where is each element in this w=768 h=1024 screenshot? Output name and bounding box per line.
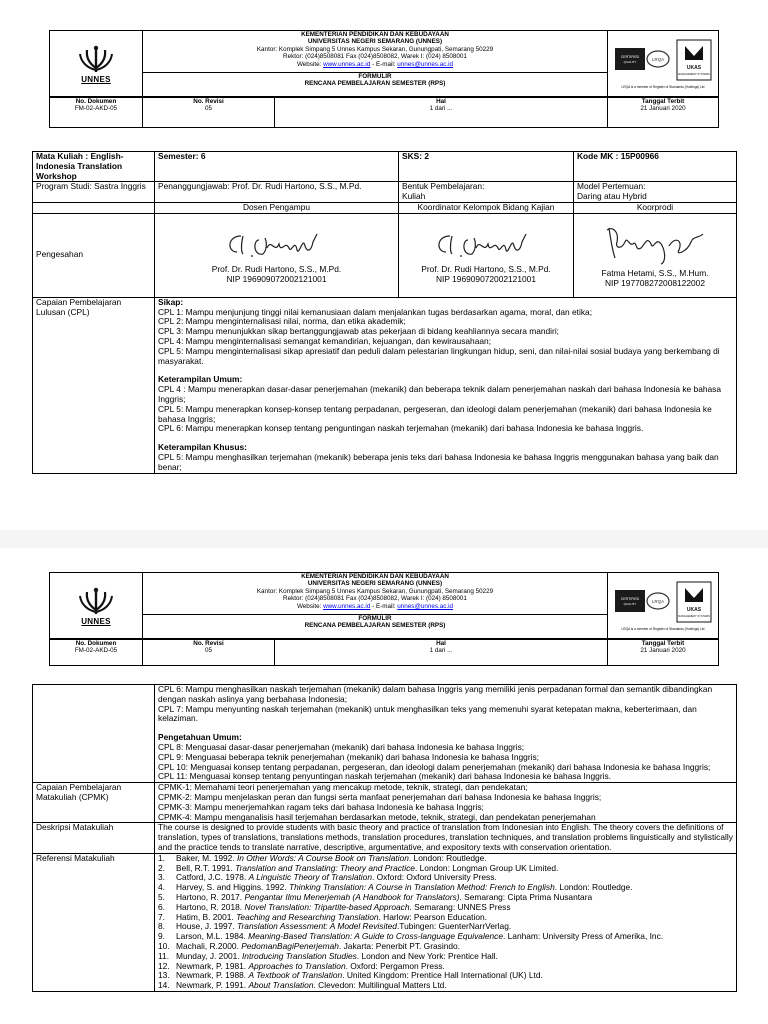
revision-value: 05 [204, 647, 212, 655]
reference-publisher: . Lanham: University Press of Amerika, Inc. [502, 931, 664, 942]
revision-label: No. Revisi [193, 640, 224, 647]
reference-number: 5. [158, 891, 165, 902]
document-page-2 [0, 548, 768, 1024]
reference-title: Meaning-Based Translation: A Guide to Cross-language Equivalence [248, 931, 503, 942]
reference-title: Novel Translation: Tripartite-based Approach [244, 901, 410, 912]
list-item: CPL 8: Menguasai dasar-dasar penerjemahan (mekanik) dari bahasa Indonesia ke bahasa Inggris; [158, 741, 525, 752]
doc-number-label: No. Dokumen [75, 98, 117, 105]
course-sks: SKS: 2 [399, 152, 574, 182]
meeting-model-label: Model Pertemuan: [577, 181, 646, 192]
course-info-row [33, 152, 737, 182]
list-item: CPL 7: Mampu menyunting naskah terjemahan (mekanik) untuk menghasilkan teks yang memenuhi syarat ketepatan makna, keberterimaan, dan kelaziman. [158, 703, 697, 724]
issue-date-label: Tanggal Terbit [641, 98, 685, 105]
reference-item [158, 981, 733, 991]
email-link[interactable]: unnes@unnes.ac.id [397, 60, 454, 68]
cpmk-label: Capaian Pembelajaran Matakuliah (CPMK) [33, 783, 155, 823]
cpl-row [33, 297, 737, 473]
doc-number-value: FM-02-AKD-05 [74, 105, 118, 113]
svg-text:CERTIFIED: CERTIFIED [620, 597, 640, 602]
approval-label: Pengesahan [33, 213, 155, 297]
coordinator-nip: NIP 196909072002121001 [436, 273, 536, 284]
learning-form-label: Bentuk Pembelajaran: [402, 181, 485, 192]
certification-caption: LRQA is a member of Register of Standards (Holdings) Ltd [621, 626, 705, 631]
doc-number-value: FM-02-AKD-05 [74, 647, 118, 655]
svg-text:LRQA: LRQA [651, 57, 665, 63]
list-item: CPL 4: Mampu menginternalisasi semangat kemandirian, kejuangan, dan kewirausahaan; [158, 335, 492, 346]
list-item: CPL 5: Mampu menginternalisasi sikap apresiatif dan peduli dalam pelestarian lingkungan hidup, seni, dan nilai-nilai sosial budaya yang berkembang di masyarakat. [158, 345, 720, 366]
list-item: CPL 3: Mampu menunjukkan sikap bertanggungjawab atas pekerjaan di bidang keahliannya secara mandiri; [158, 326, 560, 337]
rps-table-page-2 [32, 684, 737, 992]
ukas-sub-label: MANAGEMENT SYSTEMS [678, 615, 710, 619]
approval-row [33, 213, 737, 297]
references-label: Referensi Matakuliah [33, 853, 155, 991]
reference-publisher: . Oxford: Oxford University Press. [371, 872, 497, 883]
coordinator-column-header: Koordinator Kelompok Bidang Kajian [399, 202, 574, 213]
form-label: FORMULIR [358, 615, 392, 622]
contact-line [145, 603, 605, 610]
email-label: - E-mail: [370, 602, 398, 610]
email-label: - E-mail: [370, 60, 398, 68]
issue-date-value: 21 Januari 2020 [640, 105, 686, 113]
reference-title: Teaching and Researching Translation [236, 911, 379, 922]
reference-publisher: . Clevedon: Multilingual Matters Ltd. [313, 980, 447, 991]
head-of-program-signature-block [574, 213, 737, 297]
learning-form [399, 182, 574, 203]
references-list [155, 853, 737, 991]
page-label: Hal [436, 640, 446, 647]
sikap-title: Sikap: [158, 296, 184, 307]
reference-number: 7. [158, 911, 165, 922]
reference-author: Hartono, R. 2017. [176, 891, 245, 902]
cpmk-row [33, 783, 737, 823]
description-row [33, 823, 737, 853]
list-item: CPL 10: Menguasai konsep tentang perpadanan, pergeseran, dan ideologi dalam penerjemahan (mekanik) dari bahasa Indonesia ke bahasa Inggris; [158, 761, 711, 772]
email-link[interactable]: unnes@unnes.ac.id [397, 602, 454, 610]
list-item: CPMK-4: Mampu menganalisis hasil terjemahan berdasarkan metode, teknik, strategi, dan pendekatan penerjemahan [158, 811, 596, 822]
document-header [49, 572, 719, 639]
institution-block [143, 31, 608, 73]
reference-title: A Linguistic Theory of Translation [248, 872, 372, 883]
head-of-program-signature-icon [595, 222, 715, 266]
reference-title: Introducing Translation Studies [241, 950, 357, 961]
revision-value: 05 [204, 105, 212, 113]
reference-author: Harvey, S. and Higgins. 1992. [176, 882, 289, 893]
certification-logos [608, 573, 719, 639]
reference-publisher: .Tubingen: GuenterNarrVerlag. [396, 921, 512, 932]
list-item: CPMK-2: Mampu menjelaskan peran dan fungsi serta manfaat penerjemahan dari bahasa Indonesia ke bahasa Inggris; [158, 791, 602, 802]
ukas-label: UKAS [686, 607, 702, 614]
reference-author: Machali, R.2000. [176, 940, 242, 951]
page-value: 1 dari ... [429, 105, 453, 113]
reference-title: Approaches to Translation [248, 960, 346, 971]
issue-date-label: Tanggal Terbit [641, 640, 685, 647]
meeting-model-value: Daring atau Hybrid [577, 191, 647, 202]
reference-author: Larson, M.L. 1984. [176, 931, 249, 942]
contact-line [145, 61, 605, 68]
course-code: Kode MK : 15P00966 [574, 152, 737, 182]
reference-title: Translation and Translating: Theory and Practice [235, 862, 415, 873]
reference-number: 14. [158, 980, 170, 991]
svg-text:CERTIFIED: CERTIFIED [620, 55, 640, 60]
reference-number: 4. [158, 882, 165, 893]
form-title-block [143, 615, 608, 639]
certification-logos [608, 31, 719, 97]
list-item: CPL 5: Mampu menerapkan konsep-konsep tentang perpadanan, pergeseran, dan ideologi dalam penerjemahan (mekanik) dari bahasa Indonesia ke bahasa Inggris; [158, 403, 712, 424]
rps-table-page-1 [32, 151, 737, 474]
coordinator-name: Prof. Dr. Rudi Hartono, S.S., M.Pd. [421, 263, 551, 274]
coordinator-signature-icon [426, 226, 546, 262]
list-item: CPL 9: Menguasai beberapa teknik penerjemahan (mekanik) dari bahasa Indonesia ke bahasa Inggris; [158, 751, 539, 762]
university-logo [50, 31, 143, 97]
university-name: UNIVERSITAS NEGERI SEMARANG (UNNES) [307, 580, 443, 588]
reference-author: Catford, J.C. 1978. [176, 872, 249, 883]
issue-date-value: 21 Januari 2020 [640, 647, 686, 655]
form-name: RENCANA PEMBELAJARAN SEMESTER (RPS) [304, 80, 446, 88]
program-row [33, 182, 737, 203]
ukas-sub-label: MANAGEMENT SYSTEMS [678, 73, 710, 77]
university-logo [50, 573, 143, 639]
reference-number: 6. [158, 901, 165, 912]
certification-caption: LRQA is a member of Register of Standards (Holdings) Ltd [621, 84, 705, 89]
doc-number-label: No. Dokumen [75, 640, 117, 647]
coordinator-signature-block [399, 213, 574, 297]
lecturer-name: Prof. Dr. Rudi Hartono, S.S., M.Pd. [211, 263, 342, 274]
website-link[interactable]: www.unnes.ac.id [323, 602, 371, 610]
reference-publisher: . Jakarta: Penerbit PT. Grasindo. [338, 940, 460, 951]
reference-author: Munday, J. 2001. [176, 950, 242, 961]
reference-title: Thinking Translation: A Course in Translation Method: French to English [288, 882, 555, 893]
list-item: CPL 6: Mampu menghasilkan naskah terjemahan (mekanik) dalam bahasa Inggris yang memiliki jenis perpadanan formal dan semantik dibandingkan dengan naskah aslinya yang berbahasa Indonesia; [158, 684, 713, 704]
course-semester: Semester: 6 [155, 152, 399, 182]
reference-title: PedomanBagiPenerjemah [241, 940, 339, 951]
unnes-emblem-icon [76, 586, 116, 616]
phone-line: Rektor: (024)8508081 Fax (024)8508082, Warek I: (024) 8508001 [283, 595, 467, 603]
address-line: Kantor: Komplek Simpang 5 Unnes Kampus Sekaran, Gunungpati, Semarang 50229 [256, 587, 494, 595]
reference-publisher: . London: Longman Group UK Limited. [414, 862, 559, 873]
svg-text:QUALITY: QUALITY [623, 602, 637, 607]
reference-author: House, J. 1997. [176, 921, 237, 932]
website-link[interactable]: www.unnes.ac.id [323, 60, 371, 68]
page-gap [0, 530, 768, 548]
cpl-continued-row [33, 685, 737, 783]
doc-number-cell [50, 640, 143, 666]
issue-date-cell [608, 640, 719, 666]
certification-badge-icon [613, 580, 713, 624]
cpl-label: Capaian Pembelajaran Lulusan (CPL) [33, 297, 155, 473]
page-number-cell [275, 98, 608, 128]
description-label: Deskripsi Matakuliah [33, 823, 155, 853]
reference-number: 13. [158, 970, 170, 981]
reference-publisher: . London: Routledge. [554, 882, 633, 893]
general-skills-title: Keterampilan Umum: [158, 374, 243, 385]
website-label: Website: [296, 60, 324, 68]
lecturer-nip: NIP 196909072002121001 [226, 273, 327, 284]
page-value: 1 dari ... [429, 647, 453, 655]
head-of-program-nip: NIP 197708272008122002 [605, 277, 705, 288]
reference-author: Baker, M. 1992. [176, 852, 237, 863]
document-header [49, 30, 719, 97]
references-row [33, 853, 737, 991]
cpl-content [155, 297, 737, 473]
logo-text: UNNES [81, 617, 111, 626]
logo-text: UNNES [81, 75, 111, 84]
list-item: CPL 1: Mampu menjunjung tinggi nilai kemanusiaan dalam menjalankan tugas berdasarkan agama, moral, dan etika; [158, 306, 593, 317]
cpl-continued-content [155, 685, 737, 783]
head-of-program-name: Fatma Hetami, S.S., M.Hum. [601, 267, 709, 278]
reference-publisher: . United Kingdom: Prentice Hall International (UK) Ltd. [342, 970, 543, 981]
reference-title: About Translation [248, 980, 314, 991]
lecturer-column-header: Dosen Pengampu [155, 202, 399, 213]
reference-author: Hartono, R. 2018. [176, 901, 245, 912]
reference-number: 10. [158, 940, 170, 951]
certification-badge-icon [613, 38, 713, 82]
svg-text:LRQA: LRQA [651, 599, 665, 605]
lecturer-signature-icon [217, 226, 337, 262]
description-text: The course is designed to provide students with basic theory and practice of translation from Indonesian into English. The theory covers the definitions of translation, types of translations, translations methods, translation procedures, translation techniques, and translation problems linguistically and stylistically and the practice tends to translate narrative, descriptive, argumentative, and expository texts with conservation orientation. [155, 823, 737, 853]
head-of-program-column-header: Koorprodi [574, 202, 737, 213]
reference-author: Newmark, P. 1988. [176, 970, 249, 981]
reference-number: 2. [158, 862, 165, 873]
ministry-name: KEMENTERIAN PENDIDIKAN DAN KEBUDAYAAN [301, 573, 449, 580]
address-line: Kantor: Komplek Simpang 5 Unnes Kampus Sekaran, Gunungpati, Semarang 50229 [256, 45, 494, 53]
reference-title: A Textbook of Translation [248, 970, 343, 981]
reference-number: 11. [158, 950, 170, 961]
list-item: CPL 2: Mampu menginternalisasi nilai, norma, dan etika akademik; [158, 316, 406, 327]
institution-block [143, 573, 608, 615]
list-item: CPL 6: Mampu menerapkan konsep tentang penguntingan naskah terjemahan (mekanik) dari bahasa Indonesia ke bahasa Inggris. [158, 423, 644, 434]
course-name: Mata Kuliah : English-Indonesia Translation Workshop [33, 152, 155, 182]
reference-publisher: . London and New York: Prentice Hall. [356, 950, 498, 961]
specific-skills-title: Keterampilan Khusus: [158, 442, 247, 453]
website-label: Website: [296, 602, 324, 610]
reference-author: Bell, R.T. 1991. [176, 862, 236, 873]
list-item: CPL 4 : Mampu menerapkan dasar-dasar penerjemahan (mekanik) dan beberapa teknik dalam penerjemahan naskah dari bahasa Indonesia ke bahasa Inggris; [158, 384, 722, 404]
reference-number: 3. [158, 872, 165, 883]
reference-author: Newmark, P. 1991. [176, 980, 249, 991]
form-title-block [143, 73, 608, 97]
reference-number: 12. [158, 960, 170, 971]
reference-title: In Other Words: A Course Book on Translation [236, 852, 409, 863]
revision-cell [143, 98, 275, 128]
form-name: RENCANA PEMBELAJARAN SEMESTER (RPS) [304, 622, 446, 630]
reference-publisher: . Harlow: Pearson Education. [378, 911, 487, 922]
reference-publisher: . Semarang: Cipta Prima Nusantara [459, 891, 593, 902]
cpmk-content [155, 783, 737, 823]
signatory-header-row [33, 202, 737, 213]
page-label: Hal [436, 98, 446, 105]
reference-number: 1. [158, 852, 165, 863]
document-meta-row [49, 639, 719, 666]
list-item: CPL 5: Mampu menghasilkan terjemahan (mekanik) beberapa jenis teks dari bahasa Indonesia ke bahasa Inggris menggunakan bahasa yang baik dan benar; [158, 451, 719, 472]
lecturer-signature-block [155, 213, 399, 297]
ministry-name: KEMENTERIAN PENDIDIKAN DAN KEBUDAYAAN [301, 31, 449, 38]
reference-author: Hatim, B. 2001. [176, 911, 237, 922]
revision-label: No. Revisi [193, 98, 224, 105]
revision-cell [143, 640, 275, 666]
reference-title: Translation Assessment: A Model Revisited [237, 921, 397, 932]
list-item: CPL 11: Menguasai konsep tentang penyuntingan naskah terjemahan (mekanik) dari bahasa Indonesia ke bahasa Inggris. [158, 771, 612, 782]
reference-author: Newmark, P. 1981. [176, 960, 249, 971]
unnes-emblem-icon [76, 44, 116, 74]
issue-date-cell [608, 98, 719, 128]
general-knowledge-title: Pengetahuan Umum: [158, 732, 242, 743]
ukas-label: UKAS [686, 65, 702, 72]
doc-number-cell [50, 98, 143, 128]
phone-line: Rektor: (024)8508081 Fax (024)8508082, Warek I: (024) 8508001 [283, 53, 467, 61]
program-study: Program Studi: Sastra Inggris [33, 182, 155, 203]
meeting-model [574, 182, 737, 203]
course-responsible: Penanggungjawab: Prof. Dr. Rudi Hartono, S.S., M.Pd. [155, 182, 399, 203]
list-item: CPMK-3: Mampu menerjemahkan ragam teks dari bahasa Indonesia ke bahasa Inggris; [158, 801, 484, 812]
svg-text:QUALITY: QUALITY [623, 60, 637, 65]
form-label: FORMULIR [358, 73, 392, 80]
reference-number: 9. [158, 931, 165, 942]
reference-publisher: . Semarang: UNNES Press [409, 901, 511, 912]
reference-title: Pengantar Ilmu Menerjemah (A Handbook for Translators) [244, 891, 460, 902]
list-item: CPMK-1: Memahami teori penerjemahan yang mencakup metode, teknik, strategi, dan pendekatan; [158, 782, 528, 793]
learning-form-value: Kuliah [402, 191, 426, 202]
reference-publisher: . London: Routledge. [408, 852, 487, 863]
reference-publisher: . Oxford: Pergamon Press. [345, 960, 445, 971]
page-number-cell [275, 640, 608, 666]
document-meta-row [49, 97, 719, 128]
reference-number: 8. [158, 921, 165, 932]
university-name: UNIVERSITAS NEGERI SEMARANG (UNNES) [307, 38, 443, 46]
